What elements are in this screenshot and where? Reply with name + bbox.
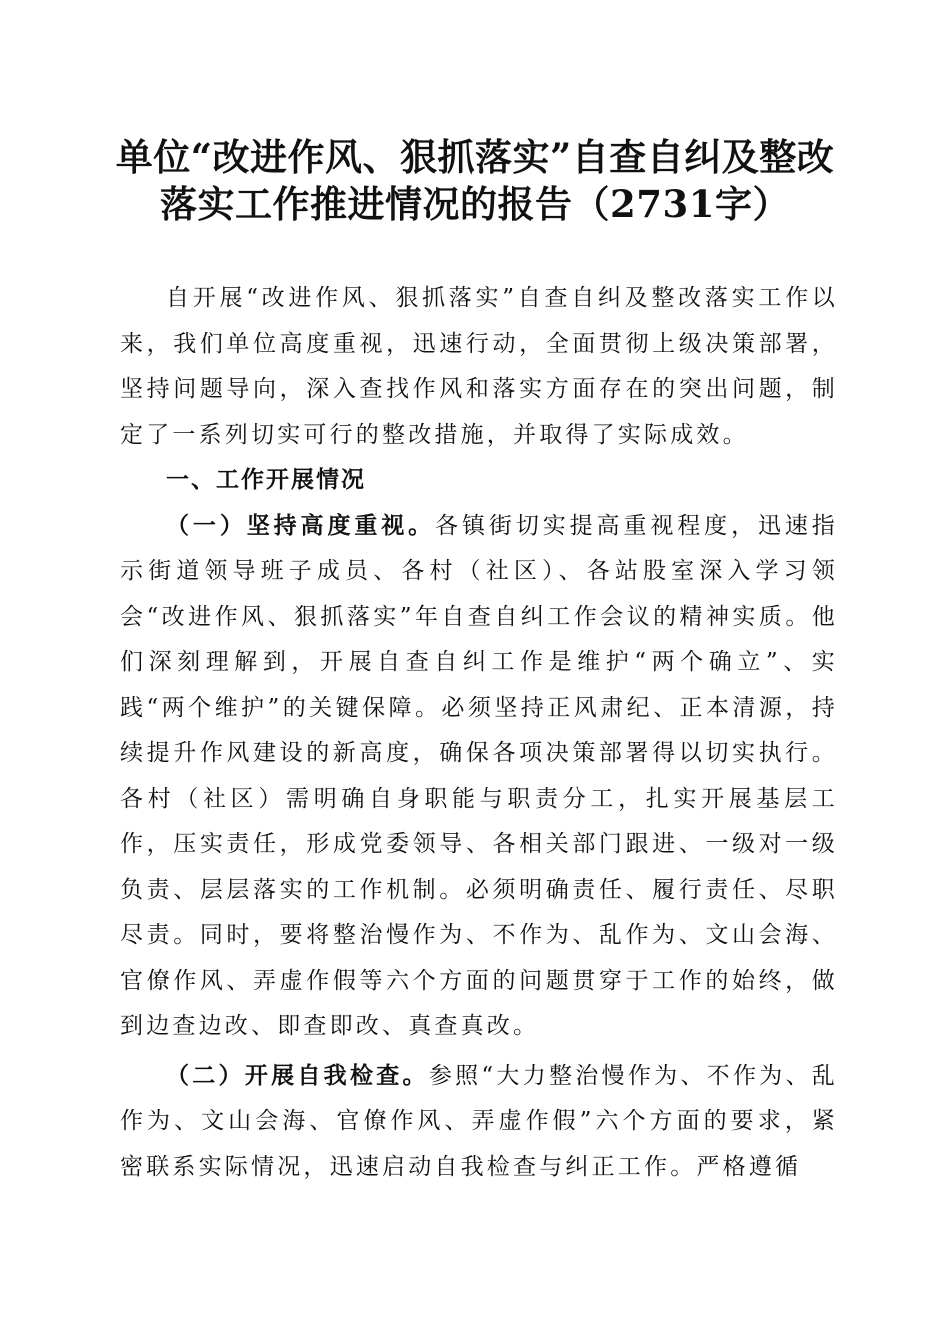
title-line-1: 单位“改进作风、狠抓落实”自查自纠及整改 bbox=[115, 135, 835, 179]
item-1-text: 各镇街切实提高重视程度，迅速指示街道领导班子成员、各村（社区）、各站股室深入学习领会“改进作风、狠抓落实”年自查自纠工作会议的精神实质。他们深刻理解到，开展自查自纠工作是维护“两个确立”、实践“两个维护”的关键保障。必须坚持正风肃纪、正本清源，持续提升作风建设的新高度，确保各项决策部署得以切实执行。各村（社区）需明确自身职能与职责分工，扎实开展基层工作，压实责任，形成党委领导、各相关部门跟进、一级对一级负责、层层落实的工作机制。必须明确责任、履行责任、尽职尽责。同时，要将整治慢作为、不作为、乱作为、文山会海、官僚作风、弄虚作假等六个方面的问题贯穿于工作的始终，做到边查边改、即查即改、真查真改。 bbox=[120, 512, 839, 1039]
intro-paragraph: 自开展“改进作风、狠抓落实”自查自纠及整改落实工作以来，我们单位高度重视，迅速行动，全面贯彻上级决策部署，坚持问题导向，深入查找作风和落实方面存在的突出问题，制定了一系列切实可行的整改措施，并取得了实际成效。 bbox=[120, 285, 838, 448]
title-line-2: 落实工作推进情况的报告（2731字） bbox=[160, 182, 790, 226]
section-heading-1: 一、工作开展情况 bbox=[166, 467, 366, 493]
document-body bbox=[120, 276, 838, 1190]
item-2-text: 参照“大力整治慢作为、不作为、乱作为、文山会海、官僚作风、弄虚作假”六个方面的要求，紧密联系实际情况，迅速启动自我检查与纠正工作。严格遵循 bbox=[120, 1062, 838, 1180]
item-2-lead: （二）开展自我检查。 bbox=[166, 1062, 429, 1089]
document-title bbox=[100, 134, 850, 228]
item-1-paragraph bbox=[120, 504, 838, 1050]
item-2-paragraph bbox=[120, 1054, 838, 1191]
item-1-lead: （一）坚持高度重视。 bbox=[166, 512, 436, 539]
